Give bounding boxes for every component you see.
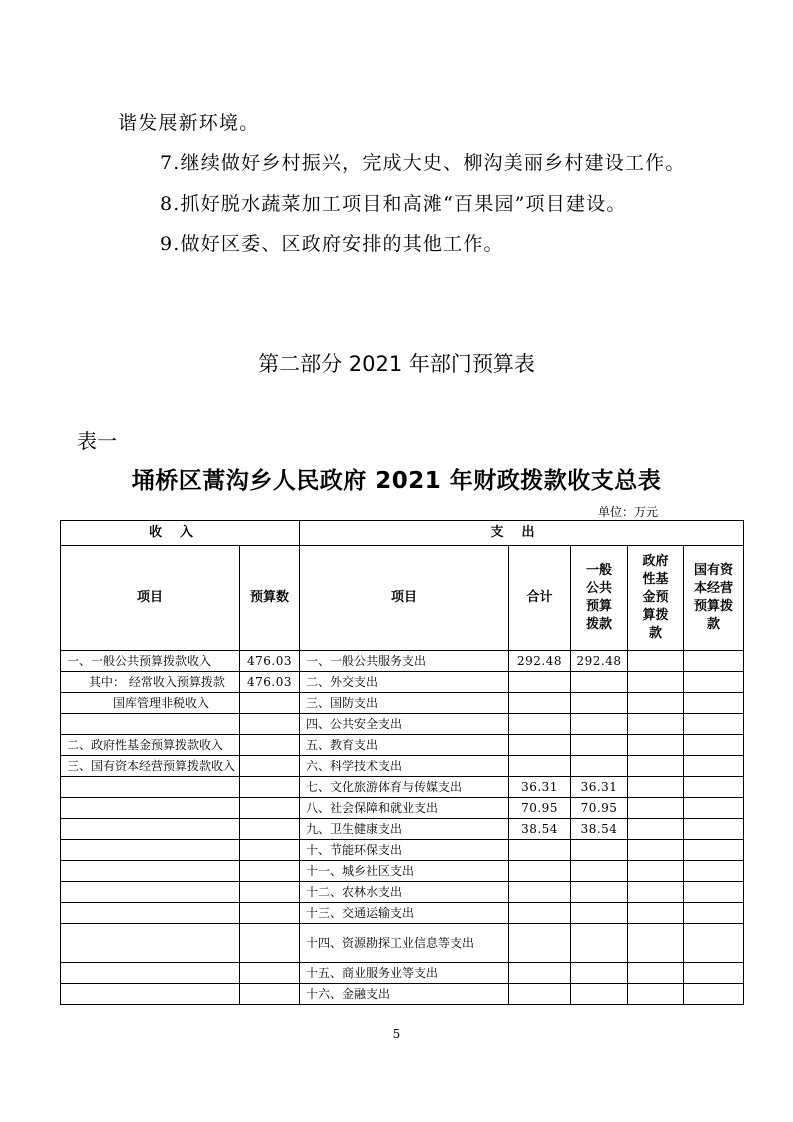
- expense-fund-cell: [628, 903, 684, 924]
- expense-state-cell: [684, 756, 744, 777]
- expense-total-cell: [509, 735, 571, 756]
- expense-state-cell: [684, 693, 744, 714]
- expense-total-cell: 70.95: [509, 798, 571, 819]
- expense-fund-cell: [628, 819, 684, 840]
- expense-state-cell: [684, 651, 744, 672]
- income-item-cell: [61, 714, 240, 735]
- table-row: [61, 903, 744, 924]
- income-item-cell: [61, 861, 240, 882]
- expense-state-cell: [684, 984, 744, 1005]
- table-row: [61, 984, 744, 1005]
- expense-total-cell: [509, 984, 571, 1005]
- expense-fund-cell: [628, 672, 684, 693]
- table-row: [61, 861, 744, 882]
- income-amount-cell: [240, 882, 300, 903]
- income-amount-cell: 476.03: [240, 672, 300, 693]
- table-title: 埇桥区蒿沟乡人民政府 2021 年财政拨款收支总表: [131, 468, 662, 494]
- paragraph-item-8: 8.抓好脱水蔬菜加工项目和高滩“百果园”项目建设。: [160, 193, 627, 215]
- col-header-budget: 预算数: [240, 546, 300, 651]
- income-amount-cell: [240, 840, 300, 861]
- expense-item-cell: 九、卫生健康支出: [300, 819, 509, 840]
- expense-state-cell: [684, 777, 744, 798]
- col-header-item: 项目: [61, 546, 240, 651]
- expense-state-cell: [684, 672, 744, 693]
- budget-table: [60, 520, 744, 1005]
- expense-state-cell: [684, 963, 744, 984]
- expense-total-cell: [509, 963, 571, 984]
- expense-item-cell: 一、一般公共服务支出: [300, 651, 509, 672]
- expense-general-cell: [571, 861, 628, 882]
- expense-fund-cell: [628, 963, 684, 984]
- income-amount-cell: [240, 735, 300, 756]
- expense-fund-cell: [628, 861, 684, 882]
- expense-total-cell: [509, 882, 571, 903]
- expense-fund-cell: [628, 651, 684, 672]
- expense-general-cell: [571, 672, 628, 693]
- income-header: 收入: [61, 521, 300, 546]
- table-row: [61, 924, 744, 963]
- expense-item-cell: 四、公共安全支出: [300, 714, 509, 735]
- expense-general-cell: [571, 756, 628, 777]
- income-item-cell: 三、国有资本经营预算拨款收入: [61, 756, 240, 777]
- income-item-cell: [61, 840, 240, 861]
- table-row: [61, 735, 744, 756]
- table-header-row: [61, 521, 744, 546]
- page-number: 5: [392, 1027, 401, 1041]
- income-item-cell: [61, 924, 240, 963]
- expense-fund-cell: [628, 882, 684, 903]
- expense-state-cell: [684, 735, 744, 756]
- col-header-general: 一般公共预算拨款: [571, 546, 628, 651]
- income-amount-cell: [240, 693, 300, 714]
- expense-item-cell: 十三、交通运输支出: [300, 903, 509, 924]
- expense-fund-cell: [628, 777, 684, 798]
- paragraph-item-9: 9.做好区委、区政府安排的其他工作。: [160, 233, 504, 255]
- expense-fund-cell: [628, 984, 684, 1005]
- expense-total-cell: [509, 714, 571, 735]
- expense-total-cell: [509, 840, 571, 861]
- income-amount-cell: [240, 924, 300, 963]
- expense-fund-cell: [628, 756, 684, 777]
- paragraph-item-7: 7.继续做好乡村振兴，完成大史、柳沟美丽乡村建设工作。: [160, 152, 686, 174]
- expense-total-cell: [509, 903, 571, 924]
- income-item-cell: [61, 984, 240, 1005]
- table-row: [61, 963, 744, 984]
- expense-item-cell: 八、社会保障和就业支出: [300, 798, 509, 819]
- expense-item-cell: 十四、资源勘探工业信息等支出: [300, 924, 509, 963]
- expense-item-cell: 三、国防支出: [300, 693, 509, 714]
- part-title: 第二部分 2021 年部门预算表: [258, 352, 535, 376]
- expense-state-cell: [684, 861, 744, 882]
- expense-item-cell: 五、教育支出: [300, 735, 509, 756]
- expense-fund-cell: [628, 735, 684, 756]
- income-amount-cell: 476.03: [240, 651, 300, 672]
- expense-total-cell: [509, 672, 571, 693]
- income-amount-cell: [240, 756, 300, 777]
- expense-general-cell: [571, 735, 628, 756]
- table-row: [61, 672, 744, 693]
- income-amount-cell: [240, 861, 300, 882]
- expense-header: 支出: [300, 521, 744, 546]
- expense-general-cell: 36.31: [571, 777, 628, 798]
- table-row: [61, 798, 744, 819]
- income-item-cell: 其中： 经常收入预算拨款: [61, 672, 240, 693]
- expense-total-cell: [509, 756, 571, 777]
- expense-state-cell: [684, 882, 744, 903]
- table-row: [61, 651, 744, 672]
- expense-fund-cell: [628, 693, 684, 714]
- paragraph-continuation: 谐发展新环境。: [118, 112, 260, 134]
- expense-general-cell: 70.95: [571, 798, 628, 819]
- expense-total-cell: 36.31: [509, 777, 571, 798]
- expense-general-cell: [571, 984, 628, 1005]
- expense-total-cell: [509, 861, 571, 882]
- expense-item-cell: 六、科学技术支出: [300, 756, 509, 777]
- expense-general-cell: [571, 693, 628, 714]
- expense-state-cell: [684, 714, 744, 735]
- income-amount-cell: [240, 984, 300, 1005]
- expense-fund-cell: [628, 714, 684, 735]
- expense-total-cell: [509, 924, 571, 963]
- income-item-cell: [61, 819, 240, 840]
- expense-item-cell: 十六、金融支出: [300, 984, 509, 1005]
- expense-fund-cell: [628, 924, 684, 963]
- expense-fund-cell: [628, 798, 684, 819]
- expense-state-cell: [684, 819, 744, 840]
- table-row: [61, 756, 744, 777]
- expense-item-cell: 十一、城乡社区支出: [300, 861, 509, 882]
- table-row: [61, 882, 744, 903]
- income-item-cell: [61, 777, 240, 798]
- income-item-cell: 二、政府性基金预算拨款收入: [61, 735, 240, 756]
- expense-state-cell: [684, 903, 744, 924]
- expense-general-cell: [571, 963, 628, 984]
- expense-general-cell: 292.48: [571, 651, 628, 672]
- table-row: [61, 693, 744, 714]
- col-header-item2: 项目: [300, 546, 509, 651]
- col-header-state: 国有资本经营预算拨款: [684, 546, 744, 651]
- expense-general-cell: [571, 714, 628, 735]
- col-header-fund: 政府性基金预算拨款: [628, 546, 684, 651]
- income-item-cell: [61, 882, 240, 903]
- expense-state-cell: [684, 840, 744, 861]
- table-column-header-row: [61, 546, 744, 651]
- expense-general-cell: [571, 840, 628, 861]
- expense-total-cell: 292.48: [509, 651, 571, 672]
- col-header-total: 合计: [509, 546, 571, 651]
- unit-label: 单位：万元: [598, 505, 659, 519]
- expense-general-cell: 38.54: [571, 819, 628, 840]
- income-amount-cell: [240, 963, 300, 984]
- income-item-cell: [61, 963, 240, 984]
- table-row: [61, 840, 744, 861]
- income-amount-cell: [240, 798, 300, 819]
- expense-fund-cell: [628, 840, 684, 861]
- expense-total-cell: [509, 693, 571, 714]
- table-body: [61, 651, 744, 1005]
- expense-item-cell: 十、节能环保支出: [300, 840, 509, 861]
- expense-general-cell: [571, 924, 628, 963]
- income-item-cell: [61, 798, 240, 819]
- income-amount-cell: [240, 714, 300, 735]
- income-item-cell: 一、一般公共预算拨款收入: [61, 651, 240, 672]
- expense-item-cell: 七、文化旅游体育与传媒支出: [300, 777, 509, 798]
- income-amount-cell: [240, 819, 300, 840]
- table-row: [61, 819, 744, 840]
- expense-general-cell: [571, 882, 628, 903]
- expense-state-cell: [684, 798, 744, 819]
- table-row: [61, 777, 744, 798]
- table-row: [61, 714, 744, 735]
- income-item-cell: [61, 903, 240, 924]
- table-label: 表一: [77, 429, 117, 453]
- expense-state-cell: [684, 924, 744, 963]
- expense-item-cell: 十二、农林水支出: [300, 882, 509, 903]
- income-amount-cell: [240, 903, 300, 924]
- expense-item-cell: 二、外交支出: [300, 672, 509, 693]
- expense-item-cell: 十五、商业服务业等支出: [300, 963, 509, 984]
- expense-total-cell: 38.54: [509, 819, 571, 840]
- income-item-cell: 国库管理非税收入: [61, 693, 240, 714]
- income-amount-cell: [240, 777, 300, 798]
- expense-general-cell: [571, 903, 628, 924]
